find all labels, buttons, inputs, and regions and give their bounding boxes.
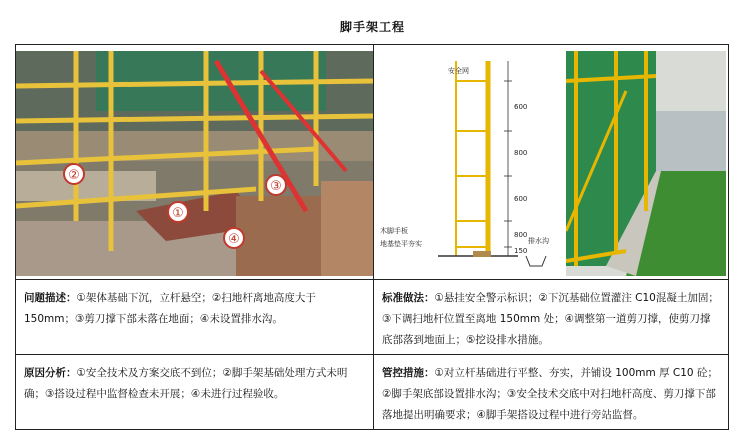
standard-text: ①悬挂安全警示标识；②下沉基础位置灌注 C10混凝土加固；③下调扫地杆位置至离地 150mm 处；④调整第一道剪刀撑，使剪刀撑底部落到地面上；⑤挖设排水措施。 [382, 292, 719, 346]
photo-marker: ② [68, 168, 80, 183]
problem-description-cell [16, 280, 373, 354]
diagram-dimension: 600 [514, 103, 528, 111]
control-label: 管控措施： [382, 367, 435, 379]
diagram-label-wood-board: 木脚手板 [380, 227, 408, 235]
control-text: ①对立杆基础进行平整、夯实，并铺设 100mm 厚 C10 砼；②脚手架底部设置排水沟；③安全技术交底中对扫地杆高度、剪刀撑下部落地提出明确要求；④脚手架搭设过程中进行旁站监督。 [382, 367, 718, 421]
page-title: 脚手架工程 [339, 20, 405, 34]
diagram-label-safety-net: 安全网 [448, 67, 469, 75]
problem-photo [16, 51, 373, 276]
cause-analysis-cell [16, 355, 373, 429]
cause-label: 原因分析： [24, 367, 77, 379]
diagram-label-foundation: 地基垫平夯实 [380, 240, 422, 248]
standard-practice-cell [374, 280, 728, 354]
photo-marker: ① [172, 206, 184, 221]
control-measures-cell [374, 355, 728, 429]
diagram-dimension: 600 [514, 195, 528, 203]
standard-diagram [378, 51, 566, 276]
diagram-dimension: 800 [514, 231, 528, 239]
diagram-dimension-small: 150 [514, 247, 528, 255]
photo-marker: ③ [270, 179, 282, 194]
cause-text: ①安全技术及方案交底不到位；②脚手架基础处理方式未明确；③搭设过程中监督检查未开展；④未进行过程验收。 [24, 367, 348, 400]
diagram-label-drain: 排水沟 [528, 237, 549, 245]
diagram-dimension: 800 [514, 149, 528, 157]
photo-marker: ④ [228, 232, 240, 247]
standard-photo [566, 51, 726, 276]
problem-label: 问题描述： [24, 292, 77, 304]
problem-text: ①架体基础下沉，立杆悬空；②扫地杆离地高度大于 150mm；③剪刀撑下部未落在地面；④未设置排水沟。 [24, 292, 316, 325]
content-table [15, 44, 729, 430]
standard-label: 标准做法： [382, 292, 435, 304]
